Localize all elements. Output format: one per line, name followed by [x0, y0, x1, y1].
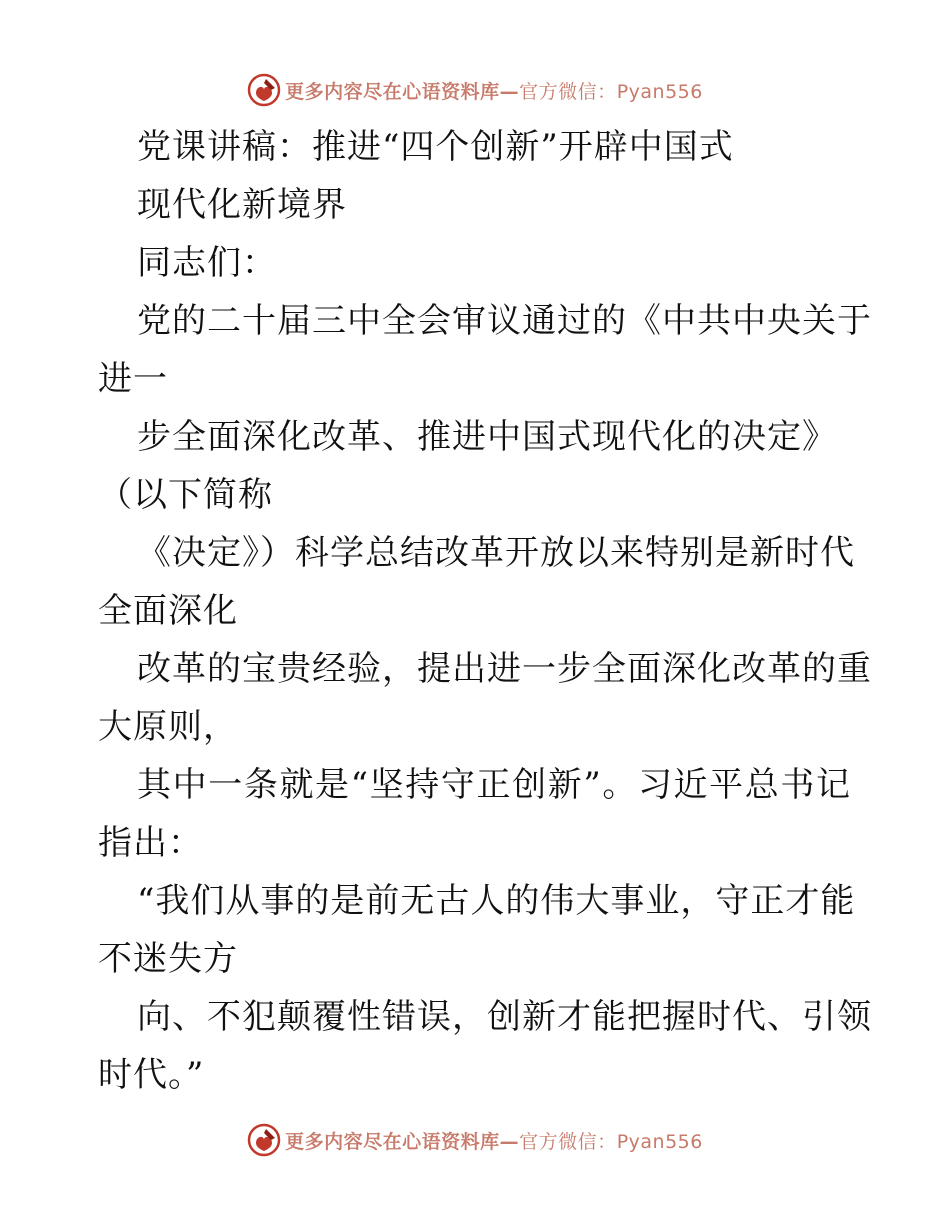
- watermark-text: 更多内容尽在心语资料库—官方微信：Pyan556: [285, 80, 703, 103]
- watermark-text: 更多内容尽在心语资料库—官方微信：Pyan556: [285, 1130, 703, 1153]
- paragraph-line: 步全面深化改革、推进中国式现代化的决定》: [137, 417, 837, 457]
- document-title-line-2: 现代化新境界: [137, 185, 347, 225]
- paragraph-line: 全面深化: [98, 591, 238, 631]
- quote-line: 向、不犯颠覆性错误，创新才能把握时代、引领: [137, 997, 872, 1037]
- paragraph-line: 改革的宝贵经验，提出进一步全面深化改革的重: [137, 649, 872, 689]
- paragraph-line: 进一: [98, 359, 168, 399]
- footer-watermark: [0, 1120, 950, 1160]
- pen-heart-logo-icon: [247, 1123, 281, 1157]
- paragraph-line: 指出：: [98, 823, 203, 863]
- quote-line: “我们从事的是前无古人的伟大事业，守正才能: [137, 881, 856, 921]
- paragraph-line: （以下简称: [98, 475, 273, 515]
- quote-line: 时代。”: [98, 1055, 205, 1095]
- document-title-line-1: 党课讲稿：推进“四个创新”开辟中国式: [137, 127, 734, 167]
- quote-line: 不迷失方: [98, 939, 238, 979]
- paragraph-line: 大原则，: [98, 707, 238, 747]
- salutation: 同志们：: [137, 243, 277, 283]
- paragraph-line: 党的二十届三中全会审议通过的《中共中央关于: [137, 301, 872, 341]
- paragraph-line: 其中一条就是“坚持守正创新”。习近平总书记: [137, 765, 851, 805]
- paragraph-line: 《决定》）科学总结改革开放以来特别是新时代: [137, 533, 855, 573]
